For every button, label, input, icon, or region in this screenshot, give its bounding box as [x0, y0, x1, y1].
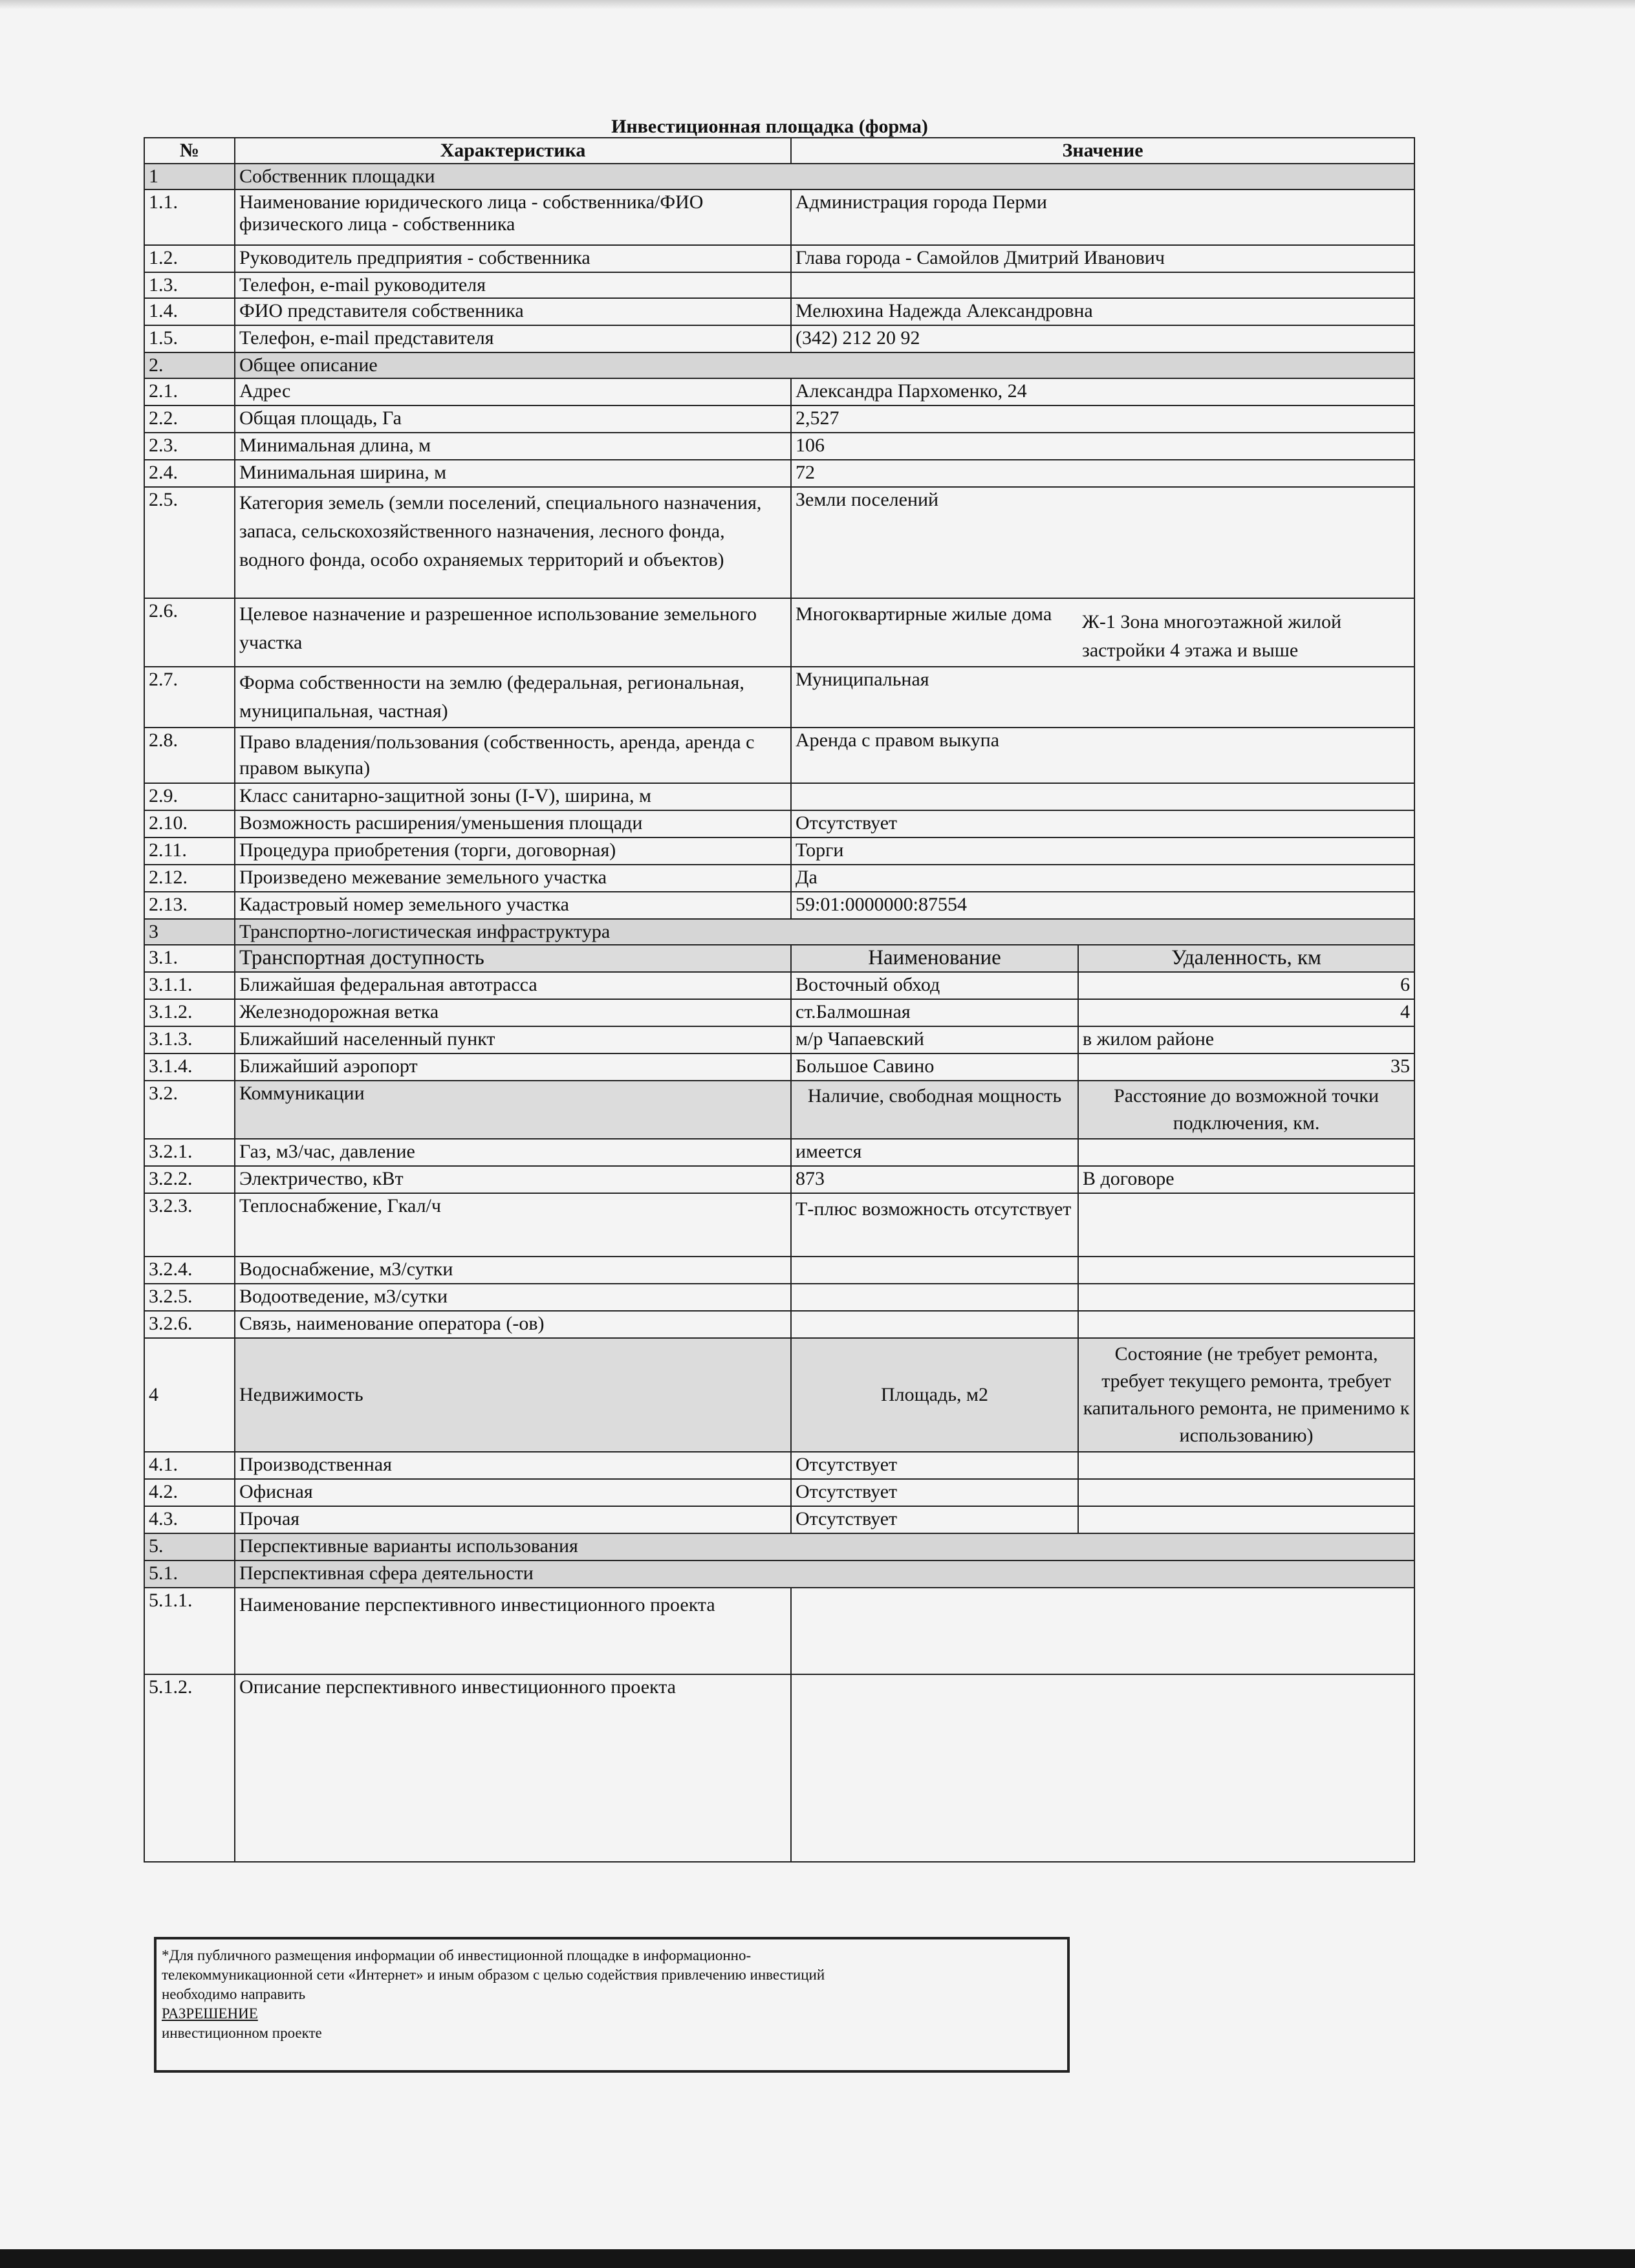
row-num: 2.10. — [144, 810, 235, 837]
row-num: 1.1. — [144, 189, 235, 245]
row-value: 2,527 — [791, 405, 1414, 433]
row-label: Возможность расширения/уменьшения площади — [235, 810, 791, 837]
table-row — [144, 1674, 1414, 1862]
row-num: 3.1. — [144, 945, 235, 972]
section-row — [144, 1533, 1414, 1561]
footnote-box — [154, 1937, 1070, 2073]
row-availability — [791, 1311, 1078, 1338]
col-area-header: Площадь, м2 — [791, 1338, 1078, 1452]
row-value: Глава города - Самойлов Дмитрий Иванович — [791, 245, 1414, 272]
section-label: Перспективные варианты использования — [235, 1533, 1414, 1561]
row-num: 5.1.2. — [144, 1674, 235, 1862]
page-title: Инвестиционная площадка (форма) — [611, 116, 928, 137]
row-connection-distance — [1078, 1284, 1414, 1311]
row-num: 5. — [144, 1533, 235, 1561]
section-row — [144, 1338, 1414, 1452]
section-row — [144, 164, 1414, 189]
table-row — [144, 1479, 1414, 1506]
row-area: Отсутствует — [791, 1452, 1078, 1479]
row-value: Мелюхина Надежда Александровна — [791, 298, 1414, 325]
col-condition-header: Состояние (не требует ремонта, требует текущего ремонта, требует капитального ремонта, не применимо к использованию) — [1078, 1338, 1414, 1452]
table-row — [144, 1588, 1414, 1674]
section-label: Собственник площадки — [235, 164, 1414, 189]
row-label: Ближайшая федеральная автотрасса — [235, 972, 791, 999]
table-row — [144, 1139, 1414, 1166]
subsection-row — [144, 1081, 1414, 1139]
footnote-line: *Для публичного размещения информации об инвестиционной площадке в информационно- — [162, 1947, 752, 1963]
row-label: Целевое назначение и разрешенное использование земельного участка — [235, 598, 791, 667]
row-num: 3.2.3. — [144, 1193, 235, 1257]
table-row — [144, 245, 1414, 272]
row-num: 3.2. — [144, 1081, 235, 1139]
table-row — [144, 325, 1414, 352]
table-row — [144, 1506, 1414, 1533]
header-characteristic: Характеристика — [235, 138, 791, 164]
row-num: 5.1. — [144, 1561, 235, 1588]
row-value: Александра Пархоменко, 24 — [791, 378, 1414, 405]
row-value: Аренда с правом выкупа — [791, 728, 1414, 783]
row-value: Администрация города Перми — [791, 189, 1414, 245]
row-label: Минимальная ширина, м — [235, 460, 791, 487]
row-num: 2. — [144, 352, 235, 378]
row-num: 3.2.4. — [144, 1257, 235, 1284]
row-condition — [1078, 1452, 1414, 1479]
row-label: Право владения/пользования (собственность, аренда, аренда с правом выкупа) — [235, 728, 791, 783]
subsection-row — [144, 945, 1414, 972]
table-row — [144, 837, 1414, 865]
row-num: 3.1.2. — [144, 999, 235, 1026]
row-num: 2.3. — [144, 433, 235, 460]
table-row — [144, 783, 1414, 810]
row-num: 1.2. — [144, 245, 235, 272]
table-row — [144, 810, 1414, 837]
row-value: Земли поселений — [791, 487, 1414, 598]
row-availability: имеется — [791, 1139, 1078, 1166]
section-label: Общее описание — [235, 352, 1414, 378]
table-row — [144, 865, 1414, 892]
row-label: Общая площадь, Га — [235, 405, 791, 433]
col-name-header: Наименование — [791, 945, 1078, 972]
row-value: 72 — [791, 460, 1414, 487]
row-num: 5.1.1. — [144, 1588, 235, 1674]
row-num: 2.8. — [144, 728, 235, 783]
row-value — [791, 783, 1414, 810]
row-num: 1.4. — [144, 298, 235, 325]
row-num: 2.7. — [144, 667, 235, 728]
row-label: Процедура приобретения (торги, договорная) — [235, 837, 791, 865]
table-row — [144, 667, 1414, 728]
row-label: Газ, м3/час, давление — [235, 1139, 791, 1166]
section-label: Недвижимость — [235, 1338, 791, 1452]
table-row — [144, 378, 1414, 405]
row-connection-distance — [1078, 1139, 1414, 1166]
table-row — [144, 487, 1414, 598]
row-value: Торги — [791, 837, 1414, 865]
section-row — [144, 352, 1414, 378]
row-label: Произведено межевание земельного участка — [235, 865, 791, 892]
row-label: Ближайший населенный пункт — [235, 1026, 791, 1053]
row-area: Отсутствует — [791, 1479, 1078, 1506]
row-num: 4.1. — [144, 1452, 235, 1479]
row-num: 1 — [144, 164, 235, 189]
table-row — [144, 1452, 1414, 1479]
row-num: 1.5. — [144, 325, 235, 352]
row-value: Муниципальная — [791, 667, 1414, 728]
row-num: 3.2.6. — [144, 1311, 235, 1338]
table-row — [144, 1026, 1414, 1053]
row-label: Ближайший аэропорт — [235, 1053, 791, 1081]
header-num: № — [144, 138, 235, 164]
table-row — [144, 972, 1414, 999]
row-num: 2.5. — [144, 487, 235, 598]
row-num: 1.3. — [144, 272, 235, 298]
row-label: Водоотведение, м3/сутки — [235, 1284, 791, 1311]
row-distance: 4 — [1078, 999, 1414, 1026]
col-connection-distance-header: Расстояние до возможной точки подключения, км. — [1078, 1081, 1414, 1139]
table-row — [144, 272, 1414, 298]
row-num: 2.4. — [144, 460, 235, 487]
table-row — [144, 728, 1414, 783]
row-label: Связь, наименование оператора (-ов) — [235, 1311, 791, 1338]
row-value — [791, 1588, 1414, 1674]
table-row — [144, 189, 1414, 245]
row-availability — [791, 1257, 1078, 1284]
row-label: Адрес — [235, 378, 791, 405]
row-label: Прочая — [235, 1506, 791, 1533]
row-label: Водоснабжение, м3/сутки — [235, 1257, 791, 1284]
row-value — [791, 272, 1414, 298]
header-value: Значение — [791, 138, 1414, 164]
row-distance: 6 — [1078, 972, 1414, 999]
footnote-line: инвестиционном проекте — [162, 2025, 322, 2041]
scan-bottom-edge — [0, 2249, 1635, 2268]
row-num: 4.3. — [144, 1506, 235, 1533]
row-num: 2.13. — [144, 892, 235, 919]
row-label: Руководитель предприятия - собственника — [235, 245, 791, 272]
row-condition — [1078, 1506, 1414, 1533]
row-num: 3.2.2. — [144, 1166, 235, 1193]
table-row — [144, 460, 1414, 487]
table-row — [144, 1053, 1414, 1081]
row-distance: 35 — [1078, 1053, 1414, 1081]
table-row — [144, 999, 1414, 1026]
section-label: Транспортно-логистическая инфраструктура — [235, 919, 1414, 945]
row-connection-distance — [1078, 1311, 1414, 1338]
row-availability: 873 — [791, 1166, 1078, 1193]
row-num: 4 — [144, 1338, 235, 1452]
row-label: Наименование перспективного инвестиционного проекта — [235, 1588, 791, 1674]
row-value-zone: Ж-1 Зона многоэтажной жилой застройки 4 этажа и выше — [1078, 598, 1414, 667]
table-row — [144, 1311, 1414, 1338]
row-connection-distance: В договоре — [1078, 1166, 1414, 1193]
row-num: 2.12. — [144, 865, 235, 892]
row-value: 59:01:0000000:87554 — [791, 892, 1414, 919]
row-label: Кадастровый номер земельного участка — [235, 892, 791, 919]
row-num: 3 — [144, 919, 235, 945]
row-name: Большое Савино — [791, 1053, 1078, 1081]
row-num: 2.1. — [144, 378, 235, 405]
footnote-line: телекоммуникационной сети «Интернет» и иным образом с целью содействия привлечению инвестиций — [162, 1967, 825, 1983]
footnote-permission: РАЗРЕШЕНИЕ — [162, 2005, 258, 2022]
row-availability — [791, 1284, 1078, 1311]
row-label: Наименование юридического лица - собственника/ФИО физического лица - собственника — [235, 189, 791, 245]
row-num: 2.6. — [144, 598, 235, 667]
row-connection-distance — [1078, 1193, 1414, 1257]
row-name: ст.Балмошная — [791, 999, 1078, 1026]
row-num: 3.2.1. — [144, 1139, 235, 1166]
row-value — [791, 1674, 1414, 1862]
row-num: 3.1.4. — [144, 1053, 235, 1081]
row-value: Многоквартирные жилые дома — [791, 598, 1078, 667]
row-label: Офисная — [235, 1479, 791, 1506]
row-name: м/р Чапаевский — [791, 1026, 1078, 1053]
row-label: Транспортная доступность — [235, 945, 791, 972]
row-num: 3.2.5. — [144, 1284, 235, 1311]
row-connection-distance — [1078, 1257, 1414, 1284]
table-row — [144, 1193, 1414, 1257]
row-condition — [1078, 1479, 1414, 1506]
row-num: 2.9. — [144, 783, 235, 810]
table-row — [144, 405, 1414, 433]
row-label: Телефон, e-mail представителя — [235, 325, 791, 352]
row-label: Форма собственности на землю (федеральная, региональная, муниципальная, частная) — [235, 667, 791, 728]
section-label: Перспективная сфера деятельности — [235, 1561, 1414, 1588]
row-label: Минимальная длина, м — [235, 433, 791, 460]
row-availability: Т-плюс возможность отсутствует — [791, 1193, 1078, 1257]
investment-site-form-table — [144, 137, 1415, 1863]
table-header-row — [144, 138, 1414, 164]
row-value: Отсутствует — [791, 810, 1414, 837]
row-num: 3.1.3. — [144, 1026, 235, 1053]
row-distance: в жилом районе — [1078, 1026, 1414, 1053]
col-distance-header: Удаленность, км — [1078, 945, 1414, 972]
col-availability-header: Наличие, свободная мощность — [791, 1081, 1078, 1139]
row-label: Производственная — [235, 1452, 791, 1479]
row-num: 2.11. — [144, 837, 235, 865]
table-row — [144, 1257, 1414, 1284]
row-label: Коммуникации — [235, 1081, 791, 1139]
section-row — [144, 919, 1414, 945]
row-label: ФИО представителя собственника — [235, 298, 791, 325]
scan-top-edge — [0, 0, 1635, 9]
row-label: Категория земель (земли поселений, специального назначения, запаса, сельскохозяйственного назначения, лесного фонда, водного фонда, особо охраняемых территорий и объектов) — [235, 487, 791, 598]
subsection-row — [144, 1561, 1414, 1588]
row-value: 106 — [791, 433, 1414, 460]
row-label: Теплоснабжение, Гкал/ч — [235, 1193, 791, 1257]
row-label: Описание перспективного инвестиционного проекта — [235, 1674, 791, 1862]
table-row — [144, 1166, 1414, 1193]
table-row — [144, 433, 1414, 460]
row-value: Да — [791, 865, 1414, 892]
table-row — [144, 892, 1414, 919]
row-value: (342) 212 20 92 — [791, 325, 1414, 352]
row-label: Электричество, кВт — [235, 1166, 791, 1193]
row-label: Класс санитарно-защитной зоны (I-V), ширина, м — [235, 783, 791, 810]
row-area: Отсутствует — [791, 1506, 1078, 1533]
row-num: 3.1.1. — [144, 972, 235, 999]
row-name: Восточный обход — [791, 972, 1078, 999]
row-num: 4.2. — [144, 1479, 235, 1506]
table-row — [144, 598, 1414, 667]
table-row — [144, 1284, 1414, 1311]
footnote-line: необходимо направить — [162, 1986, 306, 2002]
table-row — [144, 298, 1414, 325]
row-num: 2.2. — [144, 405, 235, 433]
row-label: Телефон, e-mail руководителя — [235, 272, 791, 298]
row-label: Железнодорожная ветка — [235, 999, 791, 1026]
